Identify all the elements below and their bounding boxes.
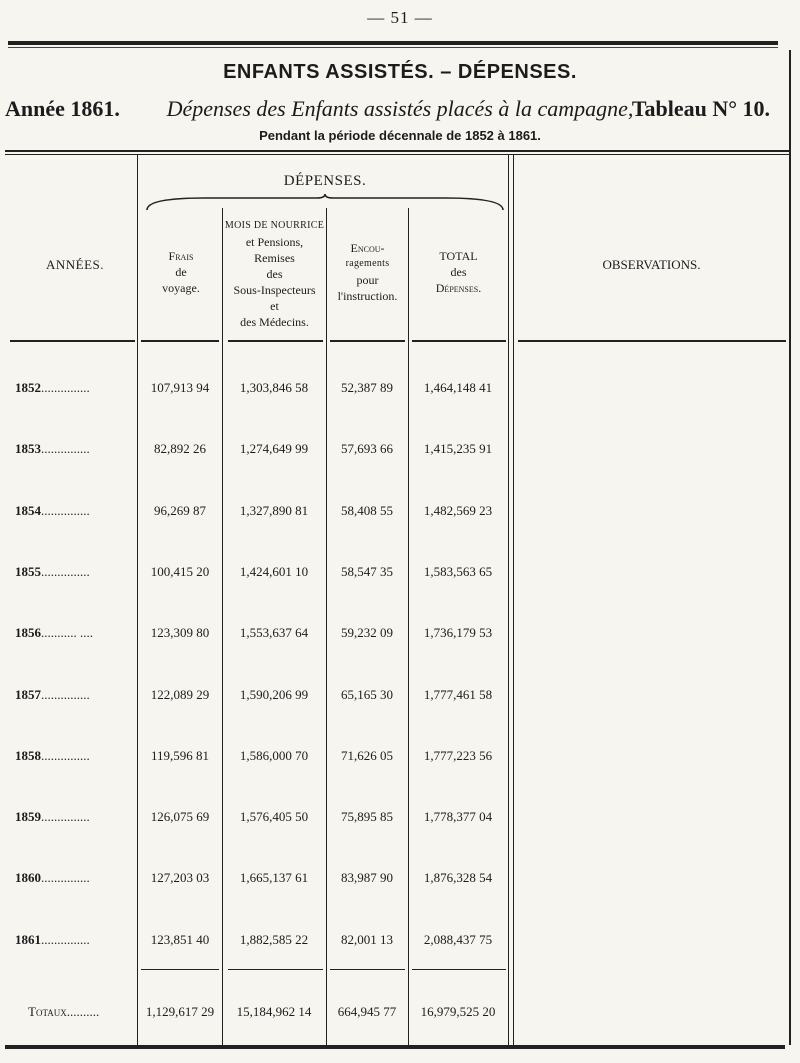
- cell-encouragements: 58,408 55: [341, 503, 393, 518]
- row-year: [15, 503, 90, 519]
- totals-rule-nourrice: [228, 969, 323, 970]
- col-divider-1: [137, 155, 138, 1045]
- leader-dots: ...............: [41, 809, 90, 824]
- leader-dots: ...............: [41, 503, 90, 518]
- cell-frais: 126,075 69: [150, 809, 210, 824]
- cell-total: 1,482,569 23: [423, 503, 493, 518]
- cell-total: 2,088,437 75: [423, 932, 493, 947]
- header-rule-observations: [518, 340, 786, 342]
- row-year: [15, 625, 93, 641]
- totals-encouragements: 664,945 77: [337, 1004, 397, 1019]
- cell-frais: 100,415 20: [150, 564, 210, 579]
- cell-total: 1,778,377 04: [423, 809, 493, 824]
- cell-nourrice: 1,665,137 61: [239, 870, 309, 885]
- cell-nourrice: 1,327,890 81: [239, 503, 309, 518]
- col-header-frais: Frais de voyage.: [162, 249, 200, 295]
- period-caption: Pendant la période décennale de 1852 à 1861.: [259, 128, 541, 143]
- row-year: [15, 809, 90, 825]
- cell-frais: 107,913 94: [150, 380, 210, 395]
- header-rule-annees: [10, 340, 135, 342]
- cell-frais: 122,089 29: [150, 687, 210, 702]
- totals-label: Totaux..........: [28, 1004, 100, 1019]
- header-rule-nourrice: [228, 340, 323, 342]
- totals-nourrice: 15,184,962 14: [236, 1004, 312, 1019]
- totals-rule-encouragements: [330, 969, 405, 970]
- row-year: [15, 687, 90, 703]
- col-header-nourrice: MOIS DE NOURRICE et Pensions, Remises des Sous-Inspecteurs et des Médecins.: [224, 220, 325, 329]
- cell-frais: 119,596 81: [150, 748, 210, 763]
- cell-nourrice: 1,576,405 50: [239, 809, 309, 824]
- header-rule-total: [412, 340, 506, 342]
- leader-dots: ...............: [41, 687, 90, 702]
- row-year: [15, 748, 90, 764]
- cell-frais: 123,851 40: [150, 932, 210, 947]
- leader-dots: ...............: [41, 748, 90, 763]
- leader-dots: ...............: [41, 380, 90, 395]
- document-title: ENFANTS ASSISTÉS. – DÉPENSES.: [223, 61, 577, 83]
- year-value: 1858: [15, 748, 41, 763]
- year-value: 1861: [15, 932, 41, 947]
- page-number: — 51 —: [367, 8, 433, 27]
- cell-nourrice: 1,303,846 58: [239, 380, 309, 395]
- year-value: 1857: [15, 687, 41, 702]
- cell-encouragements: 71,626 05: [341, 748, 393, 763]
- row-year: [15, 932, 90, 948]
- cell-encouragements: 57,693 66: [341, 441, 393, 456]
- row-year: [15, 380, 90, 396]
- col-divider-5b: [513, 155, 514, 1045]
- cell-nourrice: 1,274,649 99: [239, 441, 309, 456]
- cell-total: 1,583,563 65: [423, 564, 493, 579]
- cell-nourrice: 1,553,637 64: [239, 625, 309, 640]
- table-top-border: [5, 150, 790, 152]
- year-value: 1854: [15, 503, 41, 518]
- depenses-group-header: DÉPENSES.: [283, 173, 367, 189]
- cell-frais: 123,309 80: [150, 625, 210, 640]
- cell-encouragements: 65,165 30: [341, 687, 393, 702]
- subtitle: Dépenses des Enfants assistés placés à la campagne,: [166, 96, 634, 121]
- year-value: 1860: [15, 870, 41, 885]
- leader-dots: ........... ....: [41, 625, 93, 640]
- row-year: [15, 441, 90, 457]
- cell-frais: 127,203 03: [150, 870, 210, 885]
- top-rule-thin: [8, 47, 778, 48]
- table-number: Tableau N° 10.: [631, 96, 770, 121]
- cell-frais: 82,892 26: [154, 441, 206, 456]
- cell-encouragements: 59,232 09: [341, 625, 393, 640]
- totals-rule-frais: [141, 969, 219, 970]
- header-rule-frais: [141, 340, 219, 342]
- cell-total: 1,777,223 56: [423, 748, 493, 763]
- leader-dots: ...............: [41, 932, 90, 947]
- year-value: 1856: [15, 625, 41, 640]
- cell-total: 1,464,148 41: [423, 380, 493, 395]
- leader-dots: ...............: [41, 870, 90, 885]
- cell-total: 1,777,461 58: [423, 687, 493, 702]
- cell-nourrice: 1,424,601 10: [239, 564, 309, 579]
- row-year: [15, 564, 90, 580]
- cell-nourrice: 1,586,000 70: [239, 748, 309, 763]
- table-bottom-border: [5, 1045, 785, 1049]
- year-value: 1855: [15, 564, 41, 579]
- year-value: 1859: [15, 809, 41, 824]
- cell-encouragements: 83,987 90: [341, 870, 393, 885]
- cell-encouragements: 58,547 35: [341, 564, 393, 579]
- year-label: Année 1861.: [5, 96, 120, 121]
- table-top-border-thin: [5, 154, 790, 155]
- group-brace: [145, 194, 505, 212]
- cell-nourrice: 1,590,206 99: [239, 687, 309, 702]
- totals-frais: 1,129,617 29: [145, 1004, 215, 1019]
- leader-dots: ...............: [41, 564, 90, 579]
- right-border: [789, 50, 791, 1045]
- top-rule: [8, 41, 778, 45]
- leader-dots: ...............: [41, 441, 90, 456]
- col-header-observations: OBSERVATIONS.: [602, 257, 701, 272]
- col-header-total: TOTAL des Dépenses.: [435, 249, 482, 295]
- cell-frais: 96,269 87: [154, 503, 206, 518]
- year-value: 1853: [15, 441, 41, 456]
- totals-rule-total: [412, 969, 506, 970]
- cell-nourrice: 1,882,585 22: [239, 932, 309, 947]
- col-header-encouragements: Encou- ragements pour l'instruction.: [337, 241, 398, 303]
- cell-total: 1,736,179 53: [423, 625, 493, 640]
- cell-total: 1,876,328 54: [423, 870, 493, 885]
- year-value: 1852: [15, 380, 41, 395]
- cell-encouragements: 75,895 85: [341, 809, 393, 824]
- cell-encouragements: 82,001 13: [341, 932, 393, 947]
- header-rule-encouragements: [330, 340, 405, 342]
- totals-total: 16,979,525 20: [420, 1004, 496, 1019]
- col-header-annees: ANNÉES.: [45, 257, 105, 272]
- cell-encouragements: 52,387 89: [341, 380, 393, 395]
- col-divider-5: [508, 155, 509, 1045]
- row-year: [15, 870, 90, 886]
- cell-total: 1,415,235 91: [423, 441, 493, 456]
